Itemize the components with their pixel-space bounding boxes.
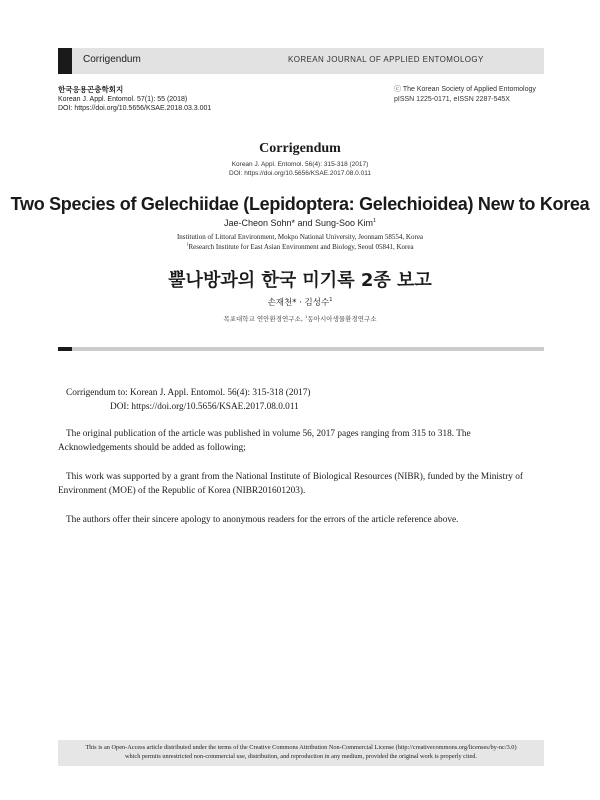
korean-journal-name: 한국응용곤충학회지 [58,85,124,94]
section-divider [58,347,544,351]
article-body [58,386,544,527]
article-title: Two Species of Gelechiidae (Lepidoptera: Gelechioidea) New to Korea [10,194,590,214]
section-label: Corrigendum [83,54,141,65]
paragraph-3: The authors offer their sincere apology to anonymous readers for the errors of the article reference above. [66,515,459,525]
korean-affil-superscript: 1 [304,313,308,319]
header-bar [58,48,544,74]
citation-doi: DOI: https://doi.org/10.5656/KSAE.2018.03.3.001 [58,105,212,112]
affiliation-2-superscript: 1 [186,241,189,247]
affiliation-2: $^1$Research Institute for East Asian Environment and Biology, Seoul 05841, Korea [186,241,414,251]
license-line-1: This is an Open-Access article distributed under the terms of the Creative Commons Attribution Non-Commercial License (http://creativecommons.org/licenses/by-nc/3.0) [85,744,517,751]
affiliations [0,233,600,252]
paragraph-2: This work was supported by a grant from the National Institute of Biological Resources (NIBR), funded by the Ministry of Environment (MOE) of the Republic of Korea (NIBR201601203). [58,472,524,496]
corrigendum-ref-line: Korean J. Appl. Entomol. 56(4): 315-318 (2017) [231,161,369,168]
license-line-2: which permits unrestricted non-commercial use, distribution, and reproduction in any medium, provided the original work is properly cited. [124,753,477,760]
journal-name: KOREAN JOURNAL OF APPLIED ENTOMOLOGY [288,55,484,64]
corrigendum-reference [0,160,600,178]
korean-authors: 손재천* · 김성수$^1$ [267,297,333,308]
affiliation-1: Institution of Littoral Environment, Mokpo National University, Jeonnam 58554, Korea [176,233,424,241]
paragraph-1: The original publication of the article was published in volume 56, 2017 pages ranging from 315 to 318. The Acknowledgements should be added as following; [58,429,471,453]
divider-accent-block [58,347,72,351]
corrigendum-doi-line: DOI: https://doi.org/10.5656/KSAE.2017.08.0.011 [110,402,299,412]
article-authors [0,218,600,228]
corrigendum-doi: DOI: https://doi.org/10.5656/KSAE.2017.08.0.011 [229,170,371,177]
society-block [394,85,544,104]
authors-superscript: 1 [373,218,377,224]
korean-authors-superscript: 1 [329,297,333,304]
korean-title: 뿔나방과의 한국 미기록 2종 보고 [168,270,432,291]
header-accent-block [58,48,72,74]
copyright-line: ⓒ The Korean Society of Applied Entomology [394,86,536,93]
korean-affiliations: 목포대학교 연안환경연구소, $^1$동아시아생물환경연구소 [223,313,377,323]
issn-line: pISSN 1225-0171, eISSN 2287-545X [394,95,510,103]
citation-line: Korean J. Appl. Entomol. 57(1): 55 (2018) [58,95,188,103]
citation-block [58,85,211,114]
authors-text: Jae-Cheon Sohn* and Sung-Soo Kim [223,218,374,228]
corrigendum-title: Corrigendum [259,141,341,156]
license-footer [58,740,544,766]
corrigendum-to-line: Corrigendum to: Korean J. Appl. Entomol. 56(4): 315-318 (2017) [66,388,311,398]
